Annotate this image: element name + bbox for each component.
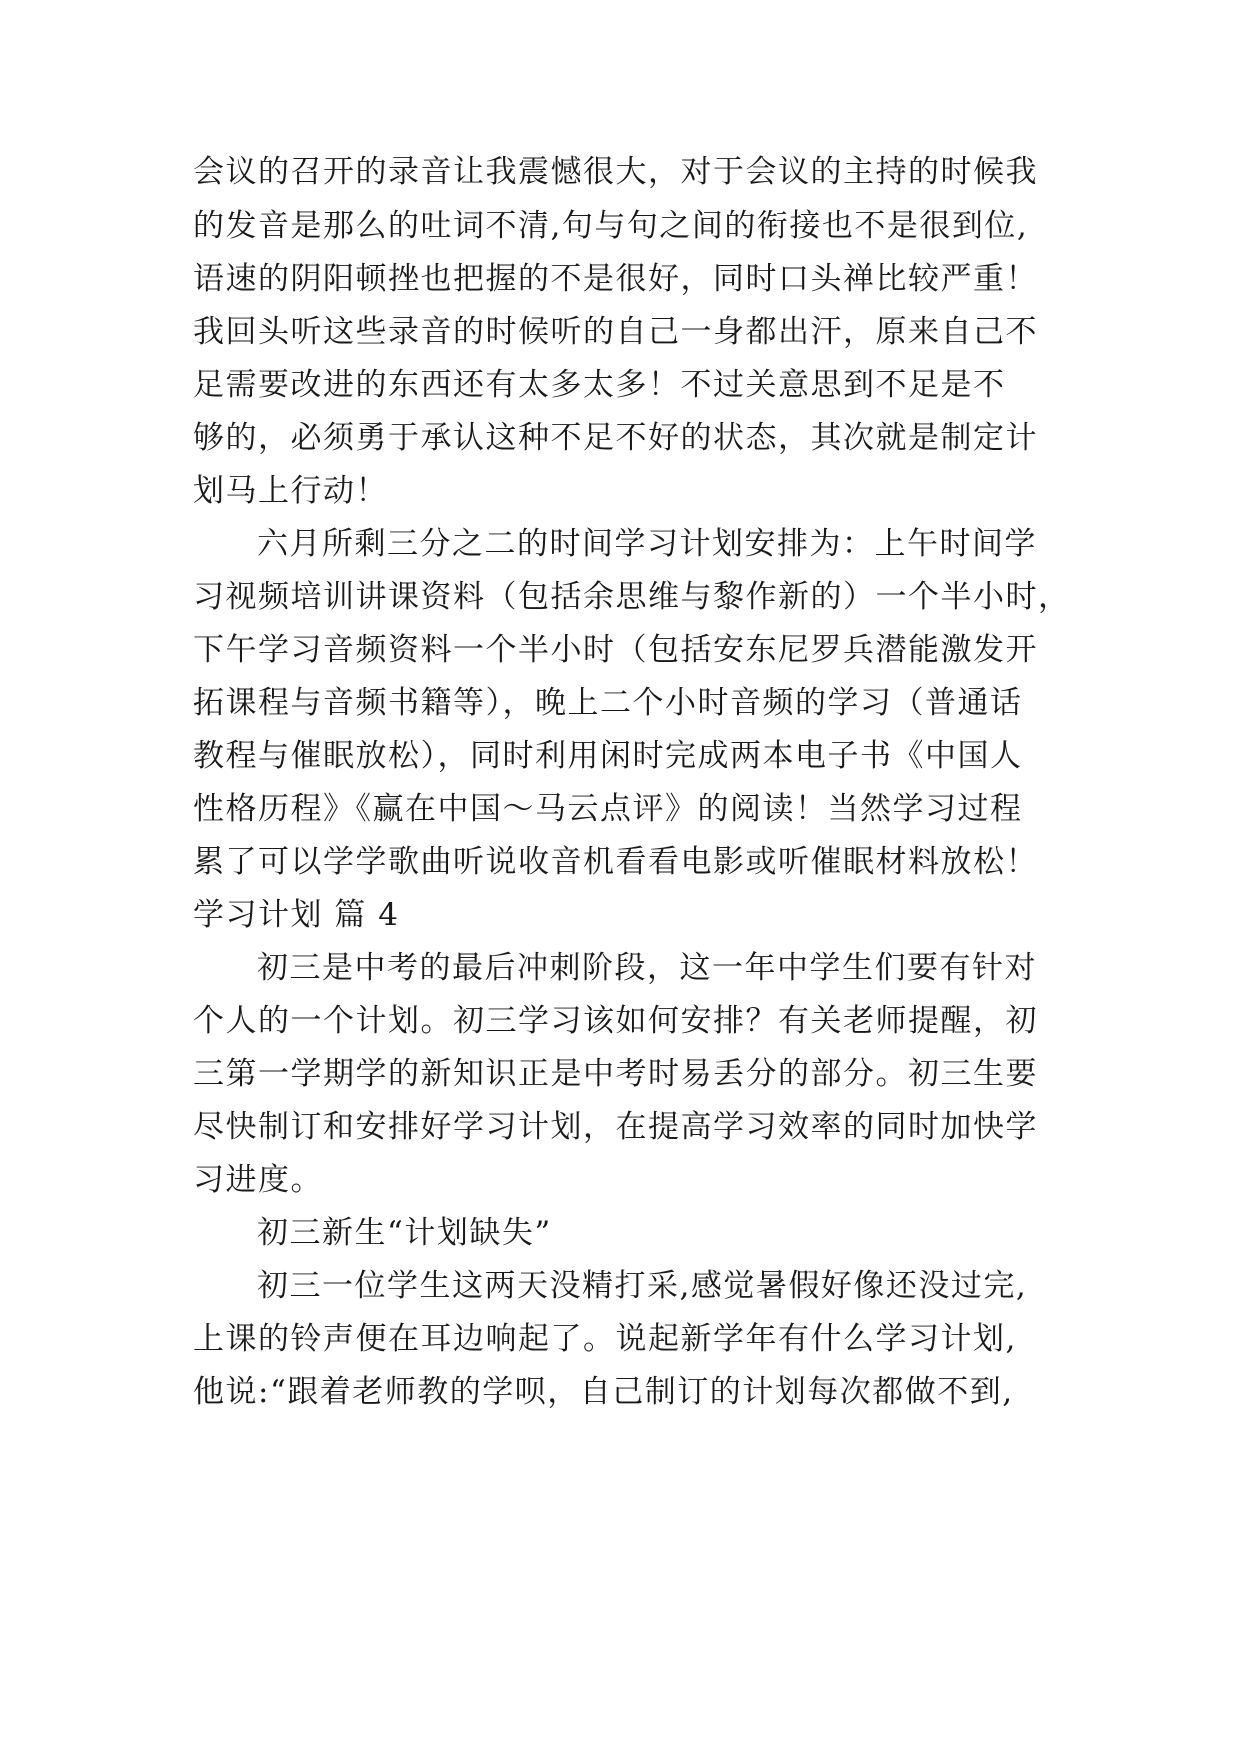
paragraph-start-line: 初三一位学生这两天没精打采,感觉暑假好像还没过完,: [257, 1268, 1028, 1304]
body-text-line: 下午学习音频资料一个半小时（包括安东尼罗兵潜能激发开: [193, 632, 1038, 668]
body-text-line: 个人的一个计划。初三学习该如何安排？有关老师提醒，初: [193, 1003, 1038, 1039]
body-text-line: 语速的阴阳顿挫也把握的不是很好，同时口头禅比较严重！: [193, 261, 1038, 297]
paragraph-start-line: 六月所剩三分之二的时间学习计划安排为：上午时间学: [257, 526, 1037, 562]
body-text-line: 够的，必须勇于承认这种不足不好的状态，其次就是制定计: [193, 420, 1038, 456]
body-text-line: 划马上行动！: [193, 473, 388, 509]
body-text-line: 性格历程》《赢在中国～马云点评》的阅读！当然学习过程: [193, 791, 1023, 827]
subheading-line: 初三新生“计划缺失”: [257, 1215, 552, 1251]
paragraph-start-line: 初三是中考的最后冲刺阶段，这一年中学生们要有针对: [257, 950, 1037, 986]
body-text-line: 习视频培训讲课资料（包括余思维与黎作新的）一个半小时，: [193, 579, 1071, 615]
body-text-line: 会议的召开的录音让我震憾很大，对于会议的主持的时候我: [193, 154, 1038, 190]
body-text-line: 的发音是那么的吐词不清,句与句之间的衔接也不是很到位,: [193, 208, 1029, 244]
body-text-line: 三第一学期学的新知识正是中考时易丢分的部分。初三生要: [193, 1056, 1038, 1092]
body-text-line: 我回头听这些录音的时候听的自己一身都出汗，原来自己不: [193, 314, 1038, 350]
body-text-line: 尽快制订和安排好学习计划，在提高学习效率的同时加快学: [193, 1109, 1038, 1145]
body-text-line: 拓课程与音频书籍等），晚上二个小时音频的学习（普通话: [193, 685, 1023, 721]
body-text-line: 他说:“跟着老师教的学呗，自己制订的计划每次都做不到,: [193, 1374, 1014, 1410]
section-heading: 学习计划 篇 4: [193, 897, 400, 933]
body-text-line: 上课的铃声便在耳边响起了。说起新学年有什么学习计划,: [193, 1321, 1017, 1357]
body-text-line: 足需要改进的东西还有太多太多！不过关意思到不足是不: [193, 367, 1006, 403]
body-text-line: 习进度。: [193, 1162, 323, 1198]
body-text-line: 教程与催眠放松），同时利用闲时完成两本电子书《中国人: [193, 738, 1023, 774]
body-text-line: 累了可以学学歌曲听说收音机看看电影或听催眠材料放松！: [193, 844, 1038, 880]
